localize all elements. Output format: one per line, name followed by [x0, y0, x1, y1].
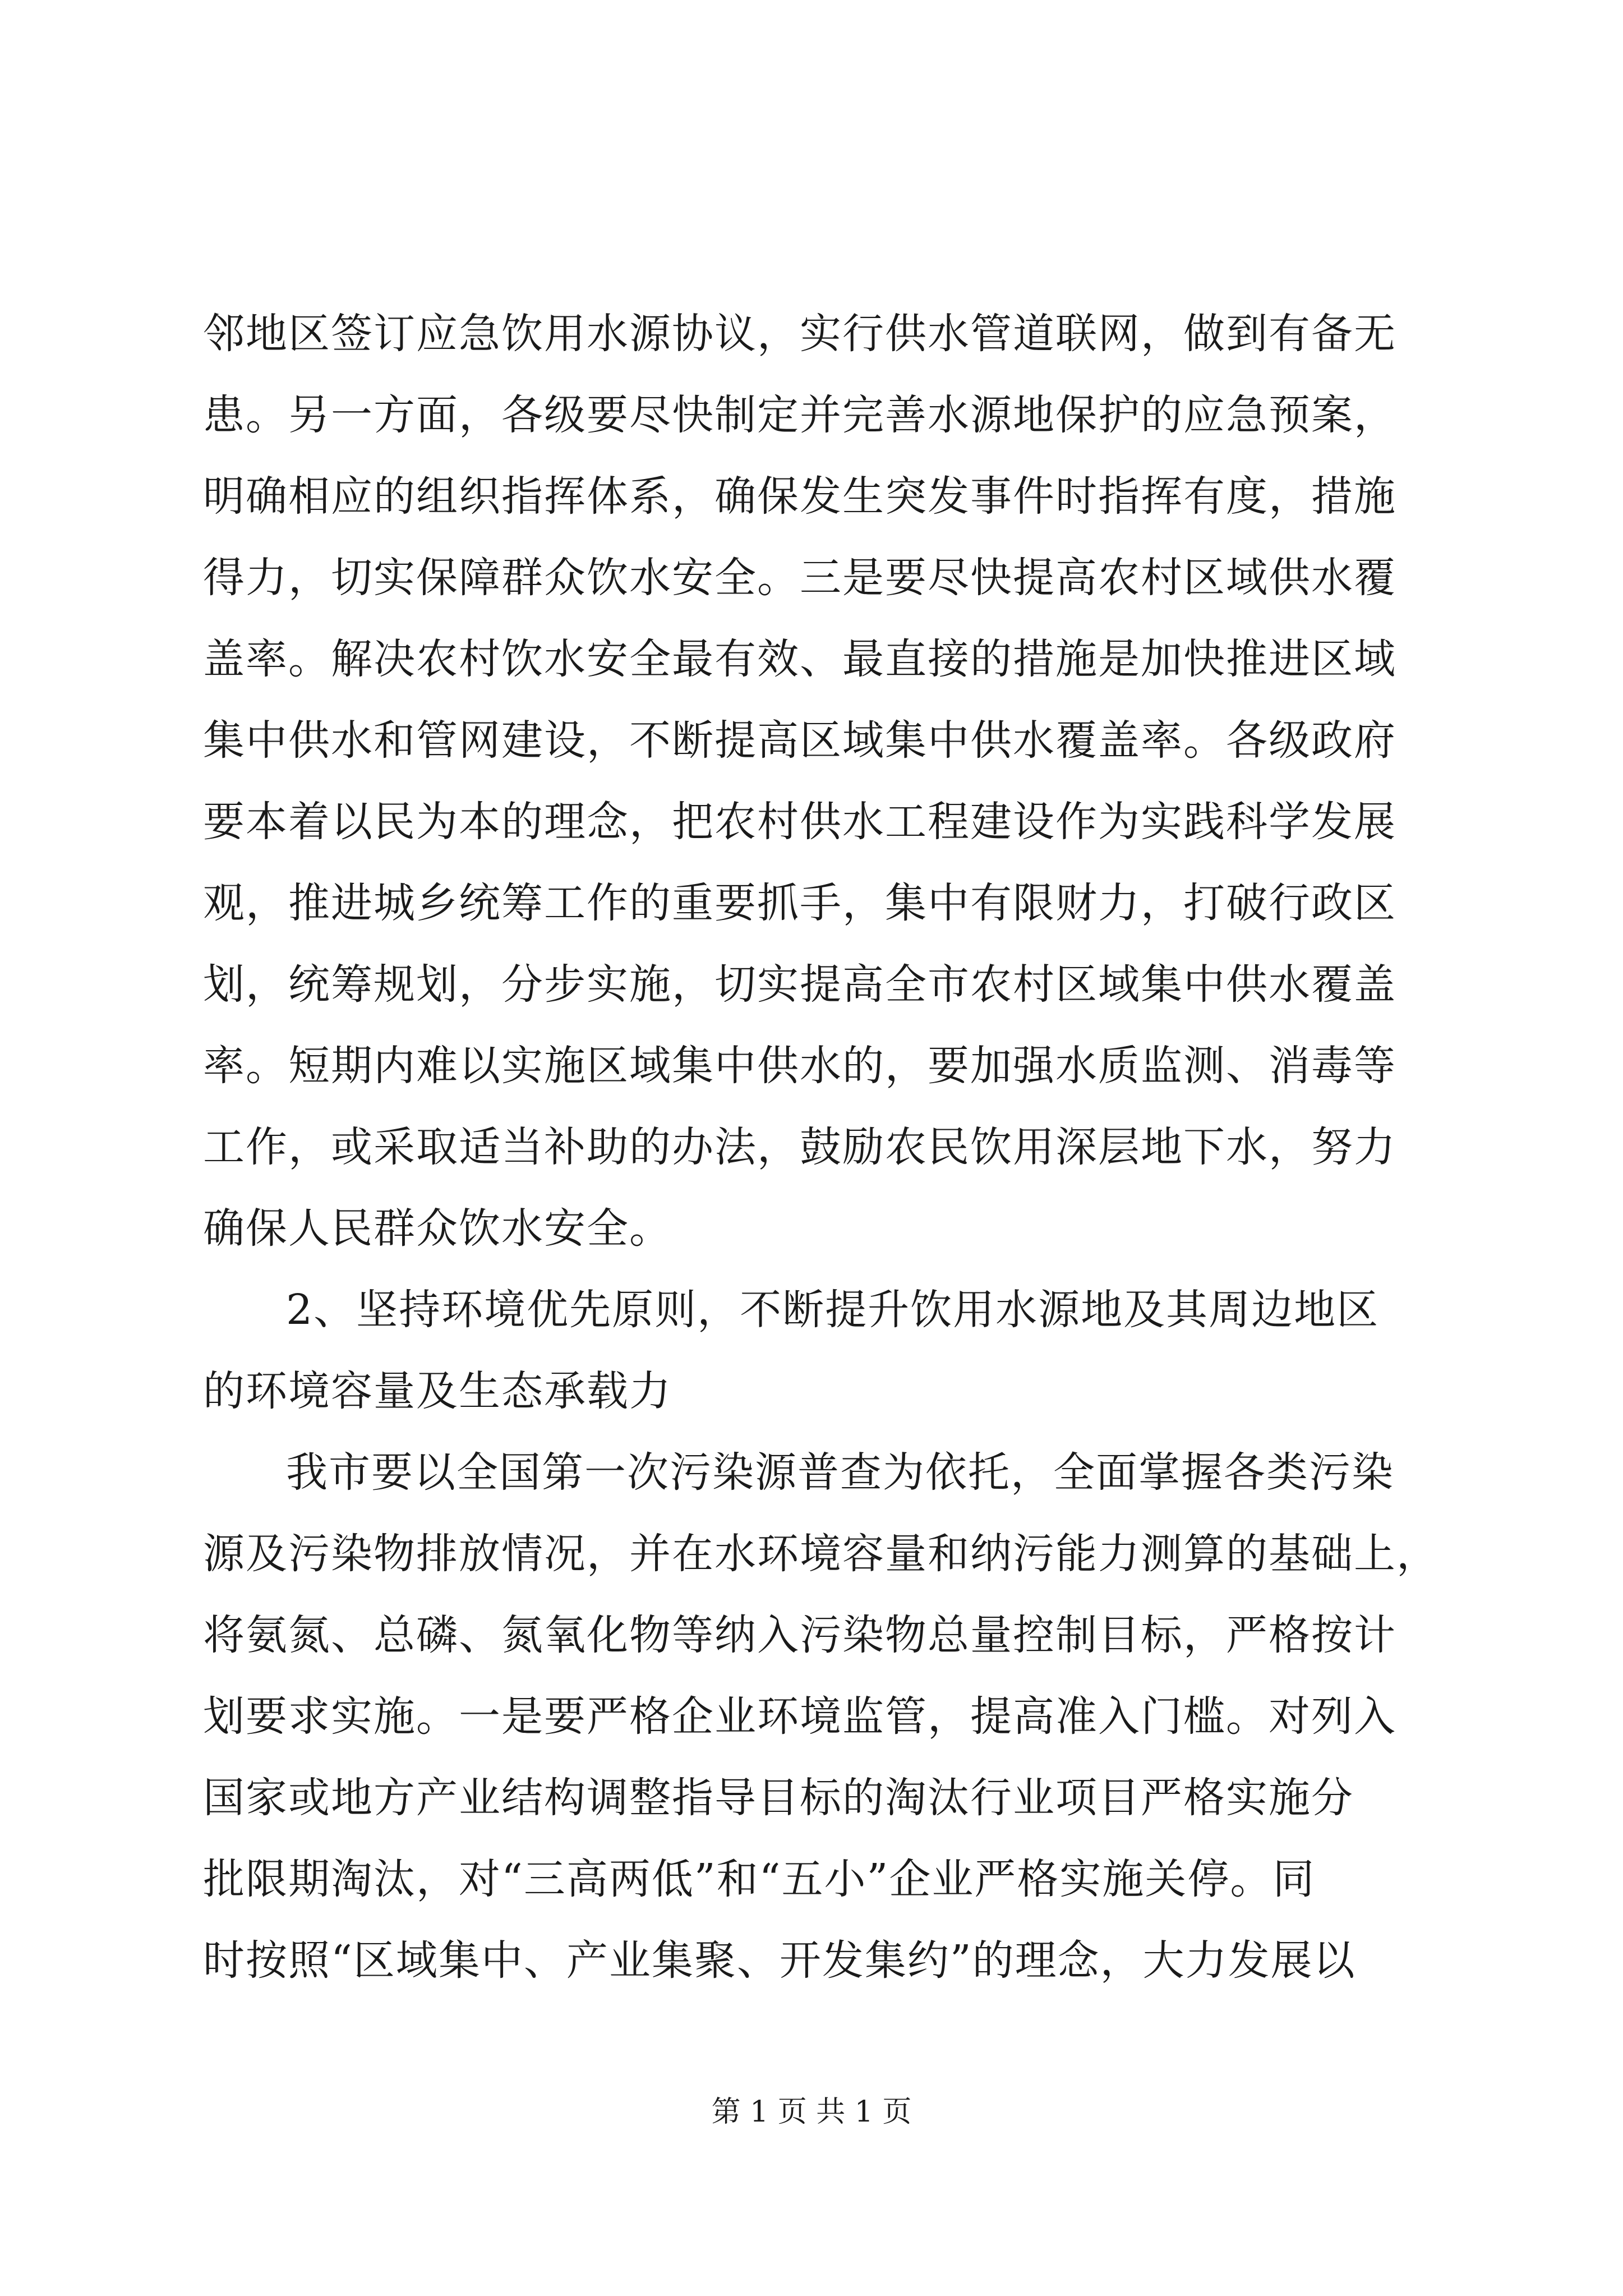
body-text-line: 将氨氮、总磷、氮氧化物等纳入污染物总量控制目标，严格按计	[203, 1611, 1396, 1659]
section-heading-line: 的环境容量及生态承载力	[203, 1367, 672, 1415]
body-text-line: 要本着以民为本的理念，把农村供水工程建设作为实践科学发展	[203, 798, 1396, 846]
body-text-line: 率。短期内难以实施区域集中供水的，要加强水质监测、消毒等	[203, 1042, 1396, 1090]
body-text-line: 患。另一方面，各级要尽快制定并完善水源地保护的应急预案，	[203, 391, 1396, 439]
body-text-line: 国家或地方产业结构调整指导目标的淘汰行业项目严格实施分	[203, 1774, 1354, 1822]
body-text-line: 划，统筹规划，分步实施，切实提高全市农村区域集中供水覆盖	[203, 960, 1396, 1009]
body-text-line: 集中供水和管网建设，不断提高区域集中供水覆盖率。各级政府	[203, 716, 1396, 765]
body-text-line: 划要求实施。一是要严格企业环境监管，提高准入门槛。对列入	[203, 1692, 1396, 1741]
body-text-line: 得力，切实保障群众饮水安全。三是要尽快提高农村区域供水覆	[203, 554, 1396, 602]
body-text-line: 我市要以全国第一次污染源普查为依托，全面掌握各类污染	[286, 1448, 1394, 1497]
body-text-line: 观，推进城乡统筹工作的重要抓手，集中有限财力，打破行政区	[203, 879, 1396, 927]
body-text-line: 明确相应的组织指挥体系，确保发生突发事件时指挥有度，措施	[203, 472, 1396, 521]
body-text-line: 时按照“区域集中、产业集聚、开发集约”的理念，大力发展以	[203, 1936, 1356, 1985]
body-text-line: 批限期淘汰，对“三高两低”和“五小”企业严格实施关停。同	[203, 1855, 1316, 1903]
body-text-line: 源及污染物排放情况，并在水环境容量和纳污能力测算的基础上，	[203, 1530, 1439, 1578]
body-text-line: 邻地区签订应急饮用水源协议，实行供水管道联网，做到有备无	[203, 310, 1396, 358]
page-footer: 第 1 页 共 1 页	[711, 2095, 912, 2129]
body-text-line: 盖率。解决农村饮水安全最有效、最直接的措施是加快推进区域	[203, 635, 1396, 683]
body-text-line: 确保人民群众饮水安全。	[203, 1204, 672, 1253]
body-text-line: 工作，或采取适当补助的办法，鼓励农民饮用深层地下水，努力	[203, 1123, 1396, 1171]
section-heading-line: 2、坚持环境优先原则，不断提升饮用水源地及其周边地区	[286, 1286, 1380, 1334]
